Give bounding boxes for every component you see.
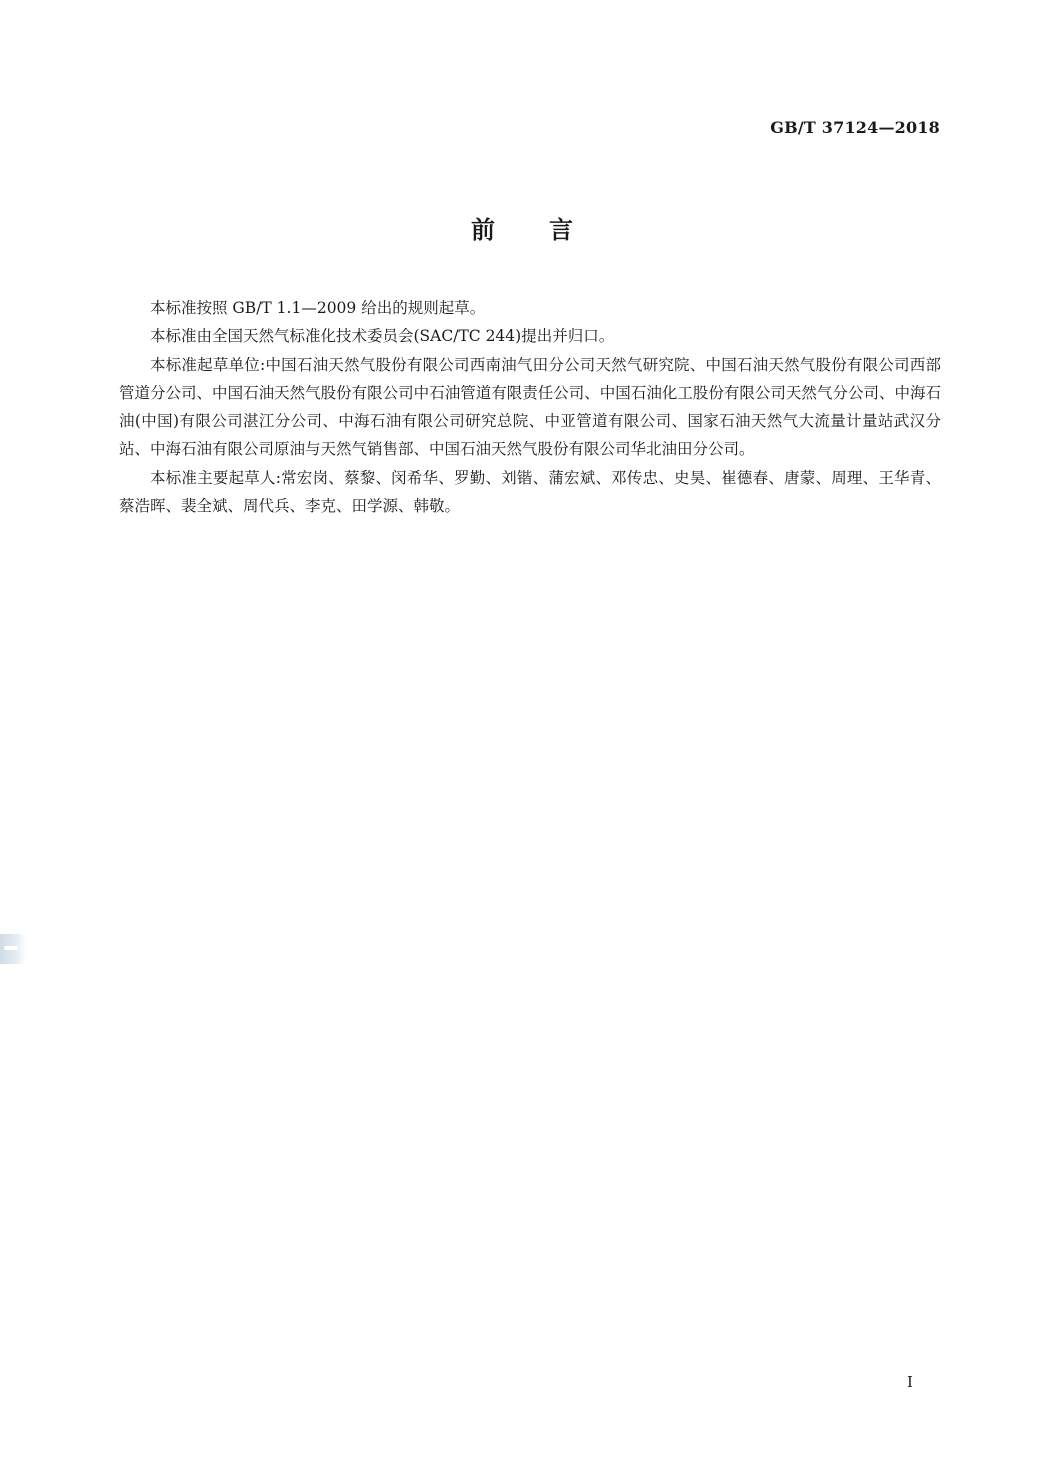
standard-code: GB/T 37124—2018	[770, 118, 940, 137]
paragraph-proposer: 本标准由全国天然气标准化技术委员会(SAC/TC 244)提出并归口。	[150, 327, 615, 346]
paragraph-drafting-rules: 本标准按照 GB/T 1.1—2009 给出的规则起草。	[150, 299, 486, 317]
foreword-body	[119, 294, 941, 520]
paragraph-drafting-units: 本标准起草单位:中国石油天然气股份有限公司西南油气田分公司天然气研究院、中国石油天然气股份有限公司西部管道分公司、中国石油天然气股份有限公司中石油管道有限责任公司、中国石油化工股份有限公司天然气分公司、中海石油(中国)有限公司湛江分公司、中海石油有限公司研究总院、中亚管道有限公司、国家石油天然气大流量计量站武汉分站、中海石油有限公司原油与天然气销售部、中国石油天然气股份有限公司华北油田分公司。	[119, 355, 941, 459]
page-number: I	[907, 1373, 913, 1391]
page-title: 前言	[471, 215, 627, 244]
page-edge-mark	[0, 934, 26, 964]
paragraph-drafters: 本标准主要起草人:常宏岗、蔡黎、闵希华、罗勤、刘锴、蒲宏斌、邓传忠、史昊、崔德春、唐蒙、周理、王华青、蔡浩晖、裴全斌、周代兵、李克、田学源、韩敬。	[119, 468, 941, 516]
